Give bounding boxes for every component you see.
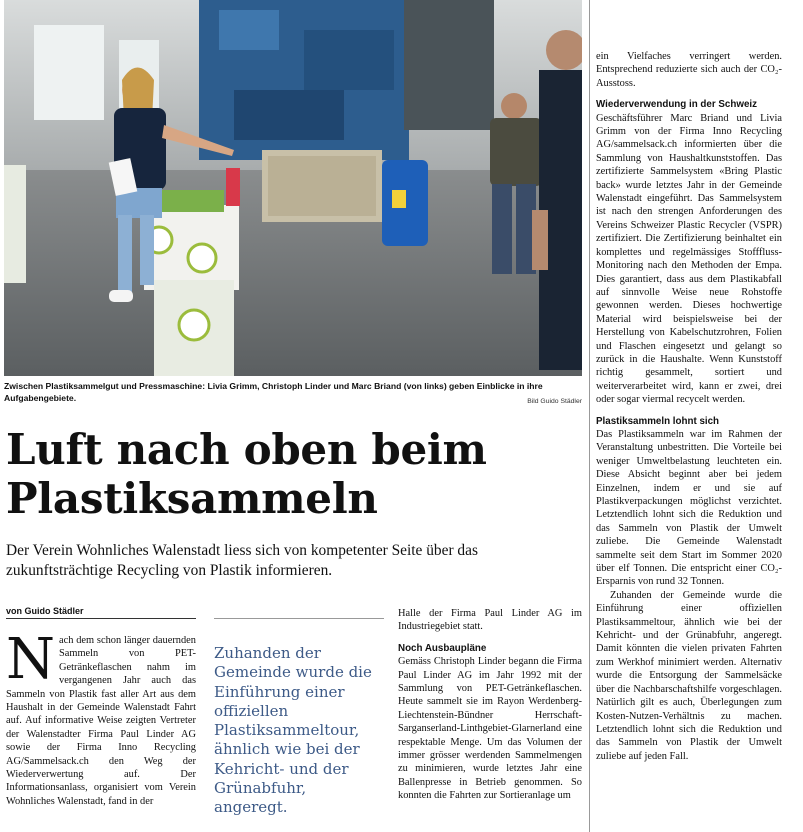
byline: von Guido Städler bbox=[6, 606, 84, 616]
byline-rule-2 bbox=[214, 618, 384, 619]
photo-credit: Bild Guido Städler bbox=[527, 398, 582, 405]
photo-caption: Zwischen Plastiksammelgut und Pressmaschine: Livia Grimm, Christoph Linder und Marc Briand (von links) geben Einblicke in ihre Aufgabengebiete. bbox=[4, 381, 543, 403]
col4-text-3: Zuhanden der Gemeinde wurde die Einführung einer offiziellen Plastiksammeltour, ähnlich wie bei der Kehricht- und der Grünabfuhr, angeregt. Damit könnten die vielen privaten Fahrten zum Werkhof minimiert werden. Alternativ wurde die Entsorgung der Sammelsäcke über die Nachbarschaftshilfe vorgeschlagen. Natürlich gilt es auch, Überlegungen zum Kosten-Nutzen-Verhältnis zu machen. Letztendlich lohnt sich die Reduktion und das Sammeln von Plastik der Umwelt zuliebe auf jeden Fall. bbox=[596, 589, 782, 762]
byline-rule-1 bbox=[6, 618, 196, 619]
pull-quote: Zuhanden der Gemeinde wurde die Einführung einer offiziellen Plastiksammeltour, ähnlich wie bei der Kehricht- und der Grünabfuhr, angeregt. bbox=[214, 644, 372, 817]
warehouse-photo-illustration bbox=[4, 0, 582, 376]
col4-top-text: ein Vielfaches verringert werden. Entsprechend reduzierte sich auch der CO₂-Ausstoss. bbox=[596, 51, 782, 89]
body-column-4 bbox=[596, 50, 782, 763]
column-divider bbox=[589, 0, 590, 832]
article-photo bbox=[4, 0, 582, 376]
col1-text: ach dem schon länger dauernden Sammeln von PET-Getränkeflaschen nahm im vergangenen Jahr auch das Sammeln von Plastik fast aller Art aus dem Haushalt in der Gemeinde Walenstadt Fahrt auf. Auf informative Weise zeigten Vertreter der Walenstadter Firma Paul Linder AG sowie der Firma Inno Recycling AG/Sammelsack.ch den Weg der Wiederverwertung auf. Der Informationsanlass, organisiert vom Verein Wohnliches Walenstadt, fand in der bbox=[6, 635, 196, 807]
headline: Luft nach oben beim Plastiksammeln bbox=[6, 425, 487, 523]
col4-text-1: Geschäftsführer Marc Briand und Livia Grimm von der Firma Inno Recycling AG/sammelsack.ch informierten über die Sammlung von Haushaltkunststoffen. Das zertifizierte Sammelsystem «Bring Plastic back» wurde letztes Jahr in der Gemeinde Walenstadt eingeführt. Das Sammelsystem ist nach den strengen Anforderungen des Vereins Schweizer Plastic Recycler (VSPR) zertifiziert. Die Zertifizierung beinhaltet ein komplettes und regelmässiges Stofffluss-Monitoring nach den Methoden der Empa. Dies garantiert, dass aus dem Plastikabfall auf sinnvolle Weise neue Rohstoffe gewonnen werden. Dieses hochwertige Material wird beispielsweise bei der Herstellung von Kabelschutzrohren, Folien und Flaschen eingesetzt und gelangt so zurück in die Haushalte. Wenn Kunststoff richtig gesammelt, sortiert und weiterverarbeitet wird, kann er zwei, drei oder sogar viermal recycelt werden. bbox=[596, 112, 782, 406]
subheading-wiederverwendung: Wiederverwendung in der Schweiz bbox=[596, 99, 758, 111]
subheading-ausbau: Noch Ausbaupläne bbox=[398, 642, 487, 654]
drop-cap: N bbox=[6, 627, 55, 692]
col4-text-2: Das Plastiksammeln war im Rahmen der Veranstaltung unbestritten. Die Vorteile bei weniger Umweltbelastung leuchteten ein. Diese Absicht beginnt aber bei jedem Einzelnen, indem er und sie auf Plastikverpackungen möglichst verzichtet. Letztendlich lohnt sich die Reduktion und das Sammeln von Plastik der Umwelt zuliebe. Die Gemeinde Walenstadt sammelte seit dem Start im Sommer 2020 über elf Tonnen. Die entspricht einer CO₂-Ersparnis von rund 32 Tonnen. bbox=[596, 428, 782, 588]
col3-intro: Halle der Firma Paul Linder AG im Industriegebiet statt. bbox=[398, 608, 582, 633]
body-column-1 bbox=[6, 627, 196, 808]
lead-paragraph: Der Verein Wohnliches Walenstadt liess sich von kompetenter Seite über das zukunftsträchtige Recycling von Plastik informieren. bbox=[6, 542, 478, 579]
body-column-3 bbox=[398, 607, 582, 803]
subheading-plastiksammeln: Plastiksammeln lohnt sich bbox=[596, 415, 720, 427]
col3-text: Gemäss Christoph Linder begann die Firma Paul Linder AG im Jahr 1992 mit der Sammlung von PET-Getränkeflaschen. Heute sammelt sie im Rayon Werdenberg-Liechtenstein-Bündner Herrschaft-Sarganserland-Linthgebiet-Glarnerland eine respektable Menge. Um das Volumen der immer grösser werdenden Sammelmengen zu minimieren, wurde letztes Jahr eine Ballenpresse in Betrieb genommen. So konnten die Fahrten zur Sortieranlage um bbox=[398, 656, 582, 802]
